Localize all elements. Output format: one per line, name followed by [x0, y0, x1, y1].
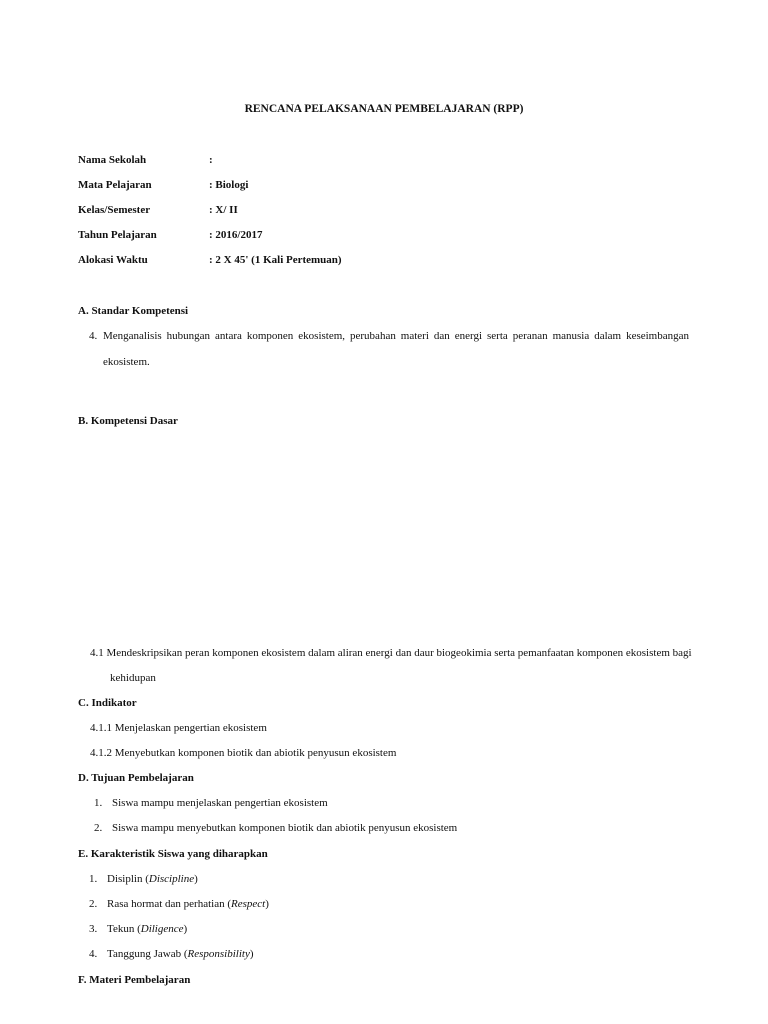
section-f-heading: F. Materi Pembelajaran [78, 974, 191, 986]
section-e-heading: E. Karakteristik Siswa yang diharapkan [78, 848, 268, 860]
characteristic-text: Tanggung Jawab ( [107, 948, 188, 960]
characteristic-close: ) [194, 873, 198, 885]
characteristic-number: 3. [89, 923, 98, 935]
identity-label-year: Tahun Pelajaran [78, 229, 157, 241]
identity-value-time: : 2 X 45' (1 Kali Pertemuan) [209, 254, 342, 266]
document-title: RENCANA PELAKSANAAN PEMBELAJARAN (RPP) [244, 103, 524, 115]
section-d-heading: D. Tujuan Pembelajaran [78, 772, 194, 784]
section-a-item-line1: Menganalisis hubungan antara komponen ekosistem, perubahan materi dan energi serta peranan manusia dalam keseimbangan [103, 330, 689, 342]
identity-label-time: Alokasi Waktu [78, 254, 148, 266]
characteristic-english: Responsibility [187, 948, 250, 960]
characteristic-item [89, 899, 269, 910]
objective-item [94, 798, 328, 809]
characteristic-text: Rasa hormat dan perhatian ( [107, 898, 232, 910]
identity-value-year: : 2016/2017 [209, 229, 263, 241]
section-a-heading: A. Standar Kompetensi [78, 305, 189, 317]
characteristic-text: Disiplin ( [107, 873, 149, 885]
identity-label-class: Kelas/Semester [78, 204, 151, 216]
characteristic-number: 2. [89, 898, 98, 910]
characteristic-english: Respect [231, 898, 266, 910]
indicator-item: 4.1.2 Menyebutkan komponen biotik dan abiotik penyusun ekosistem [90, 747, 397, 759]
identity-value-subject: : Biologi [209, 179, 249, 191]
section-b-item-line2: kehidupan [110, 672, 156, 684]
characteristic-number: 1. [89, 873, 98, 885]
identity-value-school: : [209, 154, 213, 166]
section-b-heading: B. Kompetensi Dasar [78, 415, 178, 427]
characteristic-close: ) [183, 923, 188, 935]
characteristic-close: ) [265, 898, 269, 910]
section-a-item-number: 4. [89, 330, 98, 342]
characteristic-item [89, 924, 187, 935]
characteristic-number: 4. [89, 948, 98, 960]
identity-label-school: Nama Sekolah [78, 154, 147, 166]
section-a-item-line2: ekosistem. [103, 356, 150, 368]
characteristic-english: Diligence [140, 923, 184, 935]
objective-text: Siswa mampu menjelaskan pengertian ekosistem [112, 797, 328, 809]
identity-label-subject: Mata Pelajaran [78, 179, 152, 191]
characteristic-english: Discipline [148, 873, 195, 885]
characteristic-text: Tekun ( [107, 923, 141, 935]
section-b-item-line1: 4.1 Mendeskripsikan peran komponen ekosistem dalam aliran energi dan daur biogeokimia serta pemanfaatan komponen ekosistem bagi [90, 647, 692, 659]
characteristic-item [89, 874, 198, 885]
objective-item [94, 823, 457, 834]
objective-number: 2. [94, 822, 103, 834]
objective-number: 1. [94, 797, 103, 809]
section-c-heading: C. Indikator [78, 697, 137, 709]
identity-value-class: : X/ II [209, 204, 238, 216]
indicator-item: 4.1.1 Menjelaskan pengertian ekosistem [90, 722, 267, 734]
characteristic-close: ) [249, 948, 254, 960]
objective-text: Siswa mampu menyebutkan komponen biotik dan abiotik penyusun ekosistem [112, 822, 458, 834]
characteristic-item [89, 949, 254, 960]
